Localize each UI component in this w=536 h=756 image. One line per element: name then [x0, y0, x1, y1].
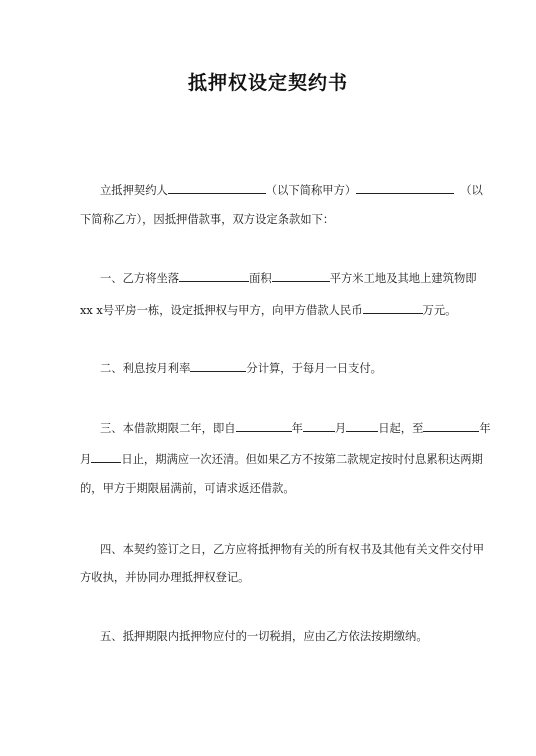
paragraph-parties-line-1: [100, 182, 483, 199]
blank-start-month: [303, 420, 335, 432]
clause-4-line-2: 方收执，并协同办理抵押权登记。: [80, 571, 250, 584]
clause-3-line-2: [80, 451, 483, 468]
clause-1-line-2: [80, 302, 456, 319]
text-segment: （以下简称甲方）: [265, 184, 357, 197]
clause-3-line-3: 的，甲方于期限届满前，可请求返还借款。: [80, 482, 295, 495]
blank-end-month: [91, 451, 121, 463]
text-segment: 日起，至: [378, 422, 424, 435]
clause-2-line-1: [100, 360, 382, 377]
clause-1-line-1: [100, 270, 477, 287]
text-segment: 年: [479, 422, 491, 435]
blank-interest-rate: [190, 360, 246, 372]
blank-start-year: [236, 420, 292, 432]
blank-loan-amount: [363, 302, 423, 314]
text-segment: 年: [291, 422, 303, 435]
blank-location: [179, 270, 249, 282]
text-segment: 万元。: [422, 304, 457, 317]
text-segment: 三、本借款期限二年，即自: [100, 422, 236, 435]
text-segment: 立抵押契约人: [100, 184, 168, 197]
text-segment: 面积: [249, 272, 272, 285]
clause-4-line-1: 四、本契约签订之日，乙方应将抵押物有关的所有权书及其他有关文件交付甲: [100, 543, 485, 556]
text-segment: 平方米工地及其地上建筑物即: [329, 272, 477, 285]
blank-end-year: [423, 420, 479, 432]
text-segment: 日止，期满应一次还清。但如果乙方不按第二款规定按时付息累积达两期: [121, 453, 483, 466]
text-segment: 分计算，于每月一日支付。: [246, 362, 382, 375]
blank-start-day: [346, 420, 378, 432]
text-segment: 月: [334, 422, 347, 435]
clause-3-line-1: [100, 420, 491, 437]
paragraph-parties-line-2: 下简称乙方），因抵押借款事，双方设定条款如下：: [80, 213, 335, 226]
text-segment: 一、乙方将坐落: [100, 272, 180, 285]
document-title: 抵押权设定契约书: [187, 72, 348, 94]
blank-party-b: [356, 182, 454, 194]
text-segment: 月: [80, 453, 92, 466]
text-segment: （以: [460, 184, 483, 197]
blank-area: [272, 270, 330, 282]
text-segment: 二、利息按月利率: [100, 362, 191, 375]
text-segment: xx x号平房一栋，设定抵押权与甲方，向甲方借款人民币: [80, 304, 363, 317]
clause-5-line-1: 五、抵押期限内抵押物应付的一切税捐，应由乙方依法按期缴纳。: [100, 630, 428, 643]
blank-party-a: [168, 182, 266, 194]
